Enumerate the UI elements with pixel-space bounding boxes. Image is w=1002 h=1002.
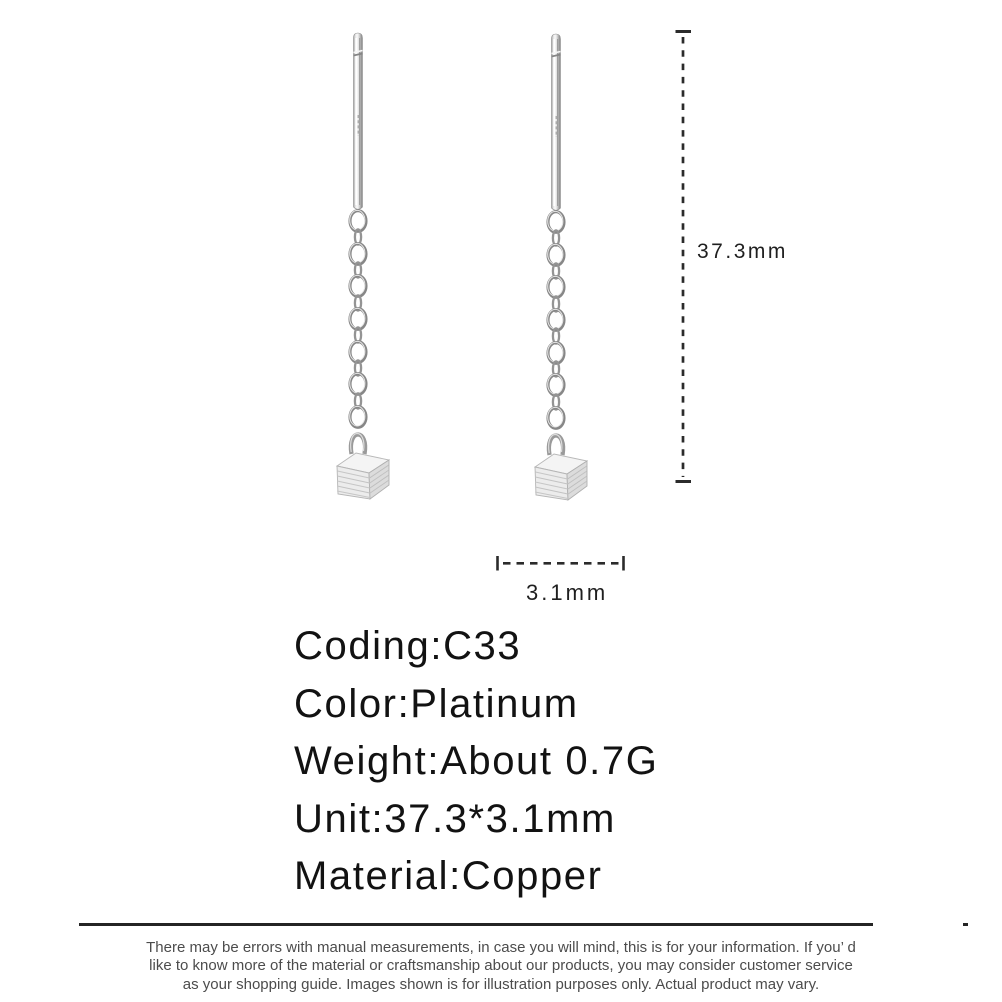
disclaimer-line-2: like to know more of the material or craftsmanship about our products, you may consider customer service — [149, 957, 853, 975]
product-specs — [294, 618, 658, 906]
disclaimer-text — [0, 939, 1002, 994]
width-dimension-line — [498, 556, 624, 571]
earring-right-image — [535, 34, 587, 500]
height-dimension-label: 37.3mm — [697, 240, 788, 263]
earring-left-image — [337, 33, 389, 499]
spec-weight: Weight:About 0.7G — [294, 739, 659, 784]
spec-unit: Unit:37.3*3.1mm — [294, 796, 616, 841]
height-dimension-line — [676, 32, 692, 482]
footer-divider — [79, 923, 873, 926]
disclaimer-line-1: There may be errors with manual measurements, in case you will mind, this is for your information. If you’ d — [146, 939, 856, 956]
spec-color: Color:Platinum — [294, 681, 579, 726]
spec-coding: Coding:C33 — [294, 624, 522, 669]
spec-material: Material:Copper — [294, 854, 603, 899]
disclaimer-line-3: as your shopping guide. Images shown is for illustration purposes only. Actual product may vary. — [182, 975, 820, 993]
width-dimension-label: 3.1mm — [526, 580, 609, 605]
footer-divider-dot — [963, 923, 968, 926]
